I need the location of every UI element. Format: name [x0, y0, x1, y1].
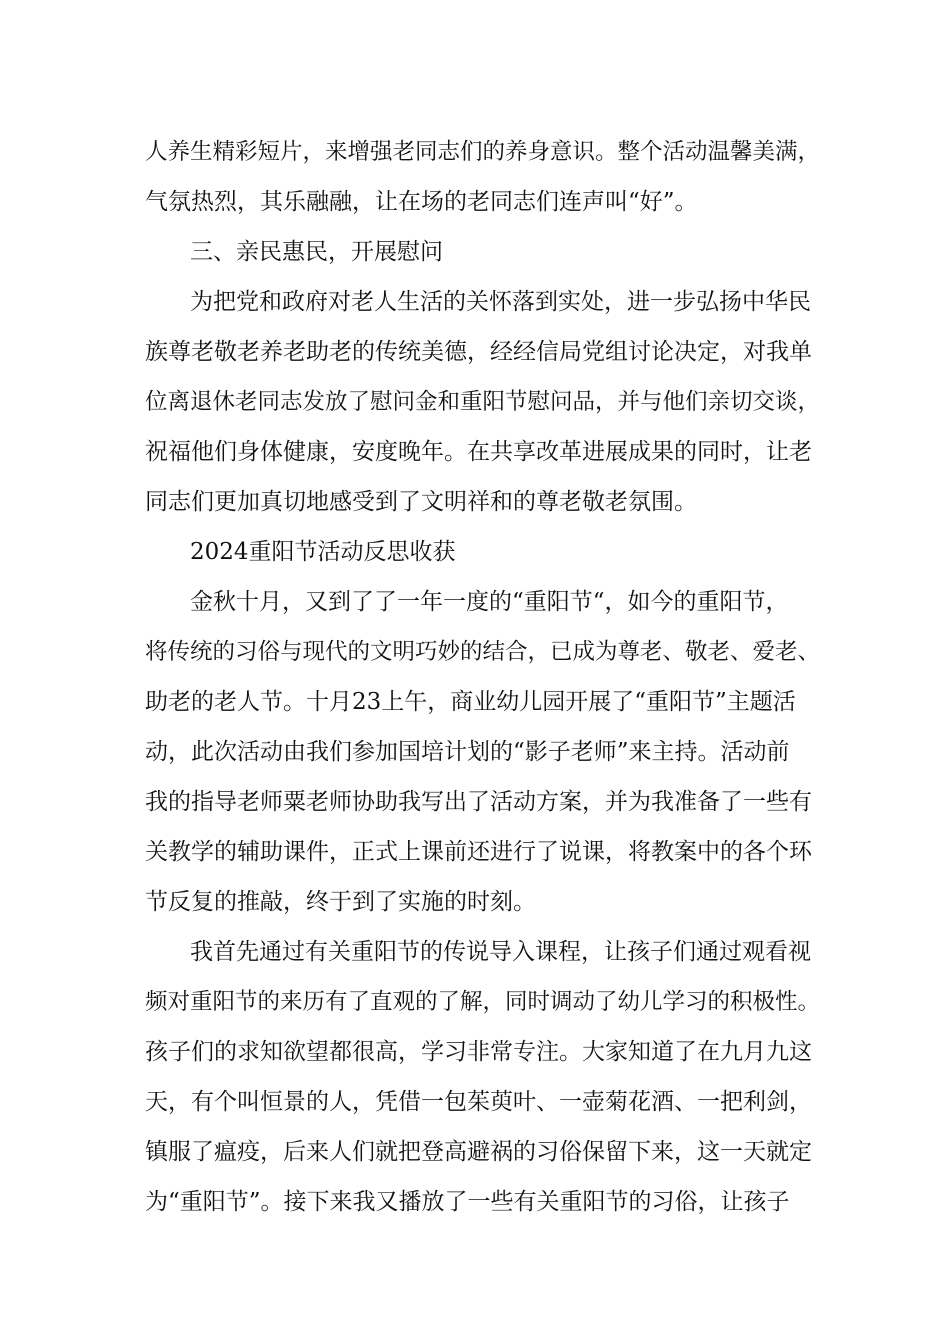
text-line: 气氛热烈，其乐融融，让在场的老同志们连声叫“好”。	[145, 189, 698, 215]
text-line: 镇服了瘟疫，后来人们就把登高避祸的习俗保留下来，这一天就定	[145, 1139, 812, 1165]
text-line: 将传统的习俗与现代的文明巧妙的结合，已成为尊老、敬老、爱老、	[145, 639, 821, 665]
text-line: 位离退休老同志发放了慰问金和重阳节慰问品，并与他们亲切交谈，	[145, 389, 821, 415]
text-line: 同志们更加真切地感受到了文明祥和的尊老敬老氛围。	[145, 489, 697, 515]
text-line: 孩子们的求知欲望都很高，学习非常专注。大家知道了在九月九这	[145, 1039, 812, 1065]
text-line: 我首先通过有关重阳节的传说导入课程，让孩子们通过观看视	[190, 939, 811, 965]
text-line: 金秋十月，又到了了一年一度的“重阳节“，如今的重阳节，	[190, 589, 789, 615]
text-line: 族尊老敬老养老助老的传统美德，经经信局党组讨论决定，对我单	[145, 339, 812, 365]
text-line: 助老的老人节。十月23上午，商业幼儿园开展了“重阳节”主题活	[145, 689, 796, 715]
text-line: 动，此次活动由我们参加国培计划的“影子老师”来主持。活动前	[145, 739, 790, 765]
text-line: 关教学的辅助课件，正式上课前还进行了说课，将教案中的各个环	[145, 839, 812, 865]
text-line: 为把党和政府对老人生活的关怀落到实处，进一步弘扬中华民	[190, 289, 811, 315]
text-line: 频对重阳节的来历有了直观的了解，同时调动了幼儿学习的积极性。	[145, 989, 821, 1015]
text-line: 节反复的推敲，终于到了实施的时刻。	[145, 889, 536, 915]
section-heading: 三、亲民惠民，开展慰问	[190, 239, 443, 265]
text-line: 为“重阳节”。接下来我又播放了一些有关重阳节的习俗，让孩子	[145, 1189, 790, 1215]
text-line: 我的指导老师粟老师协助我写出了活动方案，并为我准备了一些有	[145, 789, 812, 815]
text-line: 天，有个叫恒景的人，凭借一包茱萸叶、一壶菊花酒、一把利剑，	[145, 1089, 812, 1115]
text-line: 祝福他们身体健康，安度晚年。在共享改革进展成果的同时，让老	[145, 439, 812, 465]
article-title: 2024重阳节活动反思收获	[190, 539, 456, 565]
text-line: 人养生精彩短片，来增强老同志们的养身意识。整个活动温馨美满，	[145, 139, 821, 165]
